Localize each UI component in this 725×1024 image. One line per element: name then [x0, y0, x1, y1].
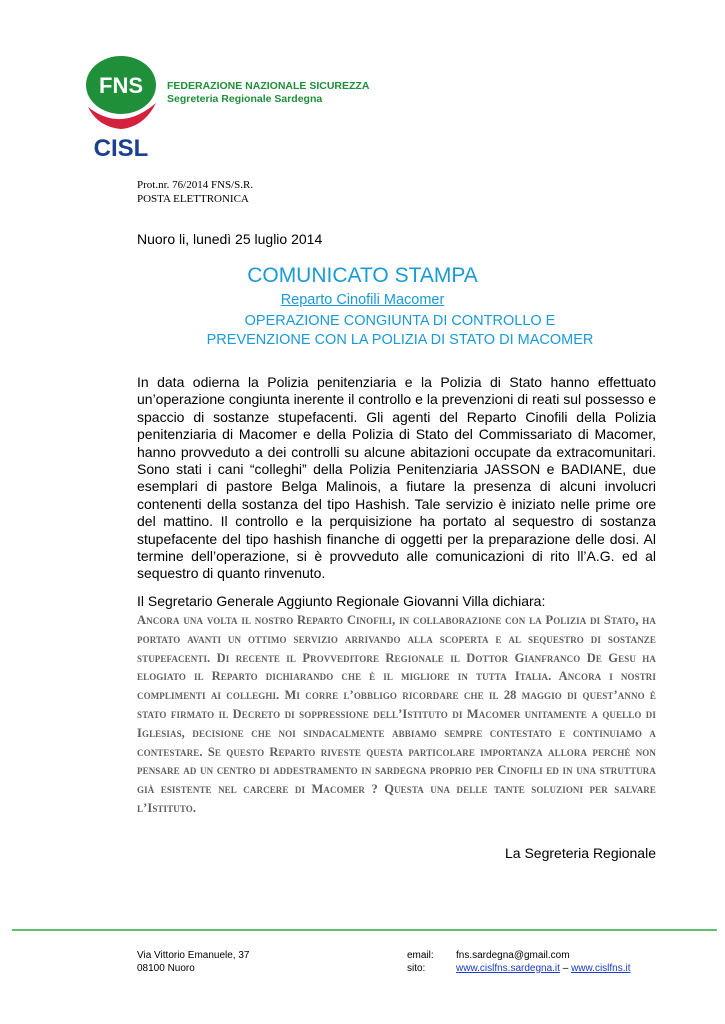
heading-line-1: OPERAZIONE CONGIUNTA DI CONTROLLO E	[244, 313, 556, 329]
logo-top-text: FNS	[99, 73, 143, 98]
document-title: COMUNICATO STAMPA	[247, 264, 478, 287]
quote-paragraph: Ancora una volta il nostro Reparto Cinofili, in collaborazione con la Polizia di Stato, ha portato avanti un ottimo servizio arrivando alla scoperta e al sequestro di sostanze stupefacenti. Di recente il Provveditore Regionale il Dottor Gianfranco De Gesu ha elogiato il Reparto dichiarando che è il migliore in tutta Italia. Ancora i nostri complimenti ai colleghi. Mi corre l’obbligo ricordare che il 28 maggio di quest’anno è stato firmato il Decreto di soppressione dell’Istituto di Macomer unitamente a quello di Iglesias, decisione che noi sindacalmente abbiamo sempre contestato e continuiamo a contestare. Se questo Reparto riveste questa particolare importanza allora perché non pensare ad un centro di addestramento in sardegna proprio per Cinofili ed in una struttura già esistente nel carcere di Macomer ? Questa una delle tante soluzioni per salvare l’Istituto.	[137, 613, 656, 815]
body-paragraph: In data odierna la Polizia penitenziaria e la Polizia di Stato hanno effettuato un’operazione congiunta inerente il controllo e la prevenzioni di reati sul possesso e spaccio di sostanze stupefacenti. Gli agenti del Reparto Cinofili della Polizia penitenziaria di Macomer e della Polizia di Stato del Commissariato di Macomer, hanno provveduto a dei controlli su alcune abitazioni occupate da extracomunitari. Sono stati i cani “colleghi” della Polizia Penitenziaria JASSON e BADIANE, due esemplari di pastore Belga Malinois, a fiutare la presenza di alcuni involucri contenenti della sostanza del tipo Hashish. Tale servizio è iniziato nelle prime ore del mattino. Il controllo e la perquisizione ha portato al sequestro di sostanza stupefacente del tipo hashish finanche di oggetti per la preparazione delle dosi. Al termine dell’operazione, si è provveduto alle comunicazioni di rito ll’A.G. ed al sequestro di quanto rinvenuto.	[137, 374, 656, 582]
footer-divider	[12, 929, 717, 931]
address-street: Via Vittorio Emanuele, 37	[137, 950, 250, 961]
org-name: FEDERAZIONE NAZIONALE SICUREZZA	[167, 80, 370, 92]
footer-labels	[407, 950, 434, 975]
fns-cisl-logo	[84, 55, 159, 160]
address-city: 08100 Nuoro	[137, 962, 195, 974]
organization-header	[167, 80, 369, 106]
email-value: fns.sardegna@gmail.com	[456, 950, 570, 961]
signature: La Segreteria Regionale	[505, 845, 656, 861]
footer-address	[137, 950, 249, 975]
heading-line-2: PREVENZIONE CON LA POLIZIA DI STATO DI MACOMER	[206, 332, 594, 348]
protocol-block	[137, 178, 253, 206]
logo-bottom-text: CISL	[93, 135, 149, 160]
site-link-1[interactable]: www.cislfns.sardegna.it	[456, 962, 560, 974]
site-label: sito:	[407, 962, 426, 974]
document-subtitle: Reparto Cinofili Macomer	[280, 292, 445, 308]
protocol-number: Prot.nr. 76/2014 FNS/S.R.	[137, 179, 254, 191]
email-label: email:	[407, 950, 434, 961]
footer-contacts	[456, 950, 631, 975]
site-links	[456, 963, 631, 976]
site-separator: –	[562, 962, 569, 974]
delivery-channel: POSTA ELETTRONICA	[137, 193, 249, 205]
date-line: Nuoro li, lunedì 25 luglio 2014	[137, 231, 323, 247]
document-heading	[160, 312, 640, 350]
org-subtitle: Segreteria Regionale Sardegna	[167, 93, 323, 105]
site-link-2[interactable]: www.cislfns.it	[571, 962, 631, 974]
quote-intro: Il Segretario Generale Aggiunto Regionale Giovanni Villa dichiara:	[137, 593, 546, 609]
